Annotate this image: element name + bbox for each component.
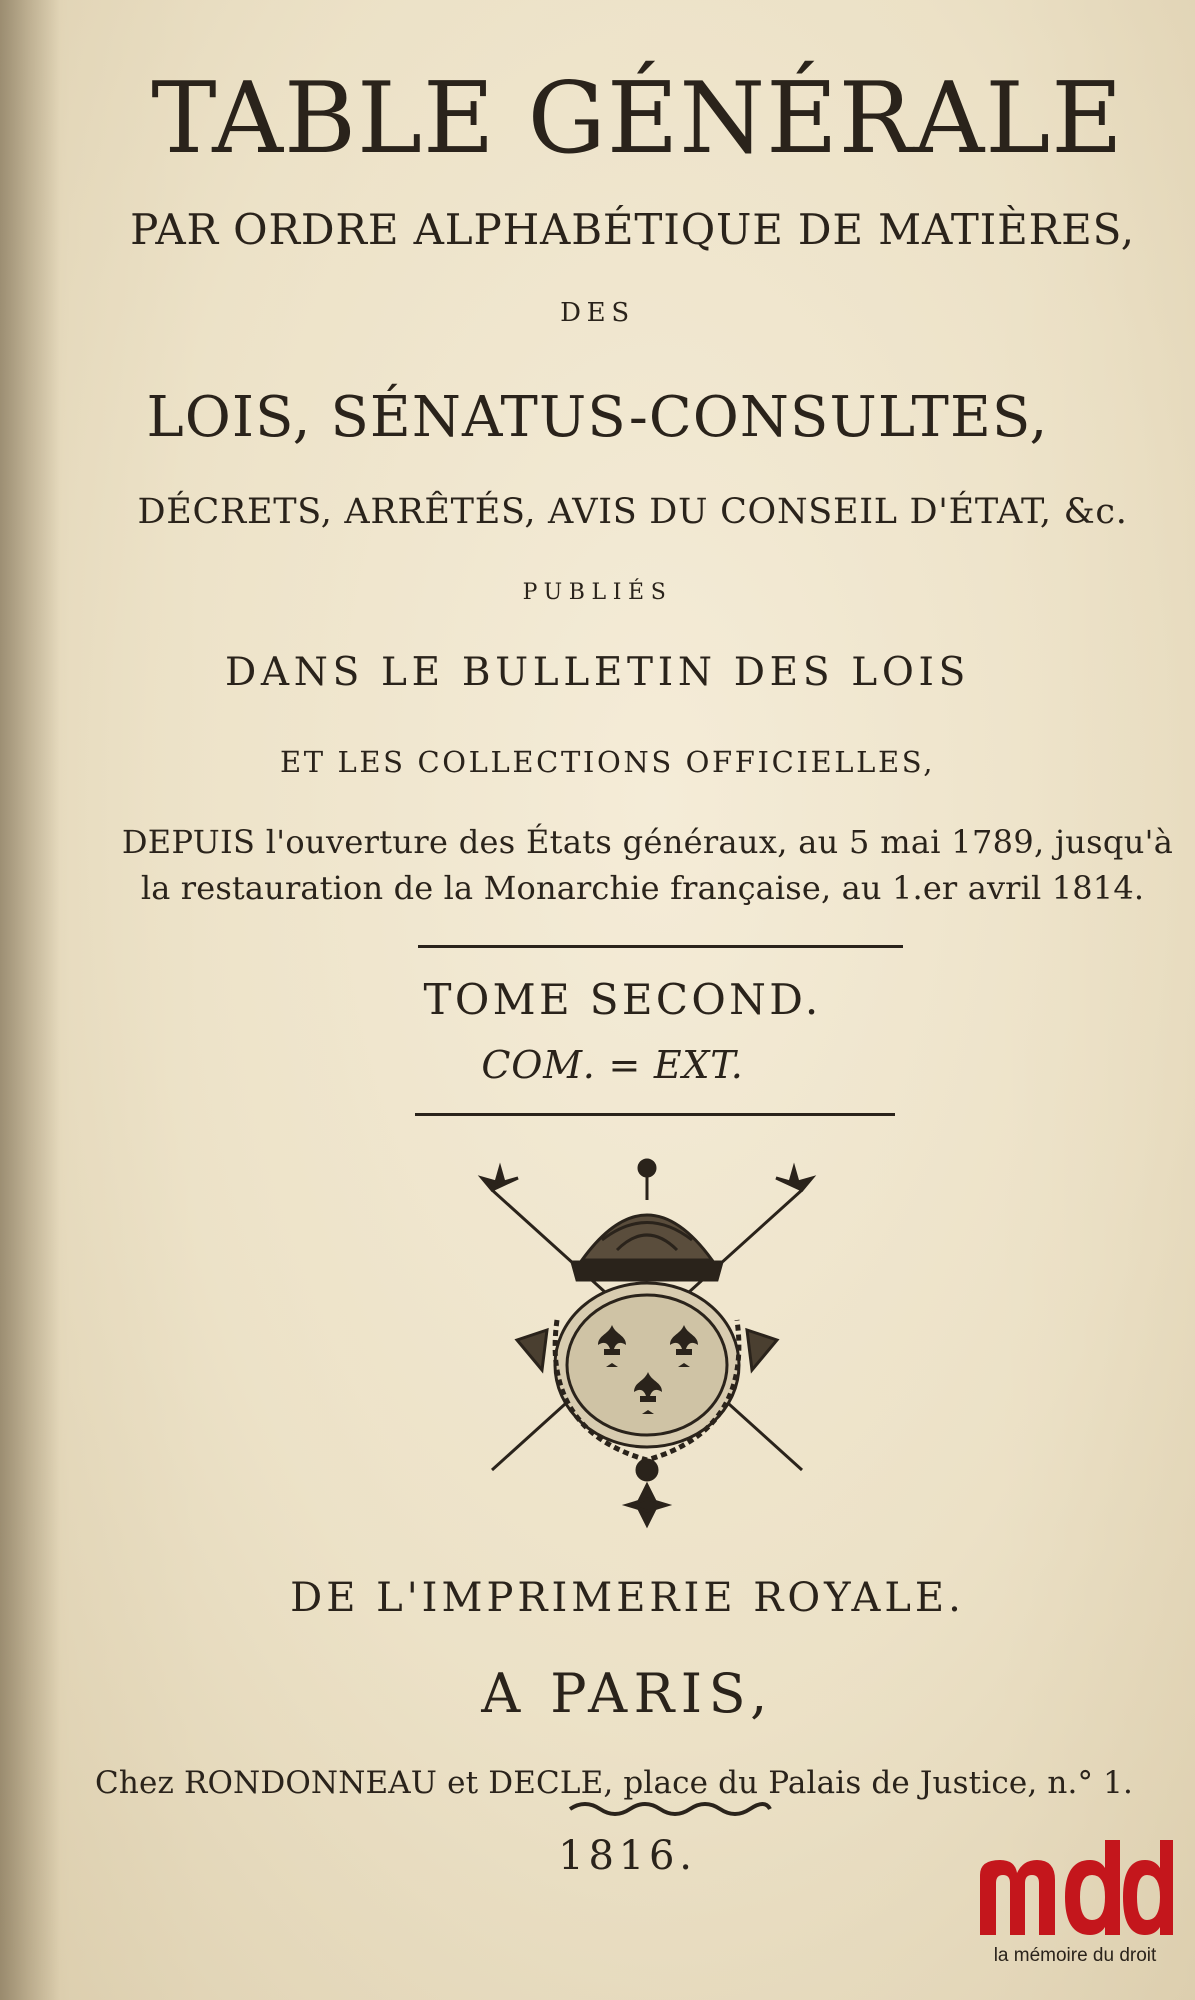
page-title: TABLE GÉNÉRALE xyxy=(151,62,1124,176)
depuis-line: DEPUIS l'ouverture des États généraux, au 5 mai 1789, jusqu'à xyxy=(121,823,1174,861)
subtitle: PAR ORDRE ALPHABÉTIQUE DE MATIÈRES, xyxy=(130,205,1135,254)
printer-line: DE L'IMPRIMERIE ROYALE. xyxy=(290,1575,965,1621)
bottom-rule xyxy=(415,1113,895,1116)
mdd-logo xyxy=(975,1835,1175,1985)
ornament-rule-icon xyxy=(565,1797,775,1821)
tome-label: TOME SECOND. xyxy=(423,975,822,1024)
royal-coat-of-arms-icon xyxy=(472,1150,822,1540)
collections-line: ET LES COLLECTIONS OFFICIELLES, xyxy=(279,745,936,779)
top-rule xyxy=(418,945,903,948)
bulletin-line: DANS LE BULLETIN DES LOIS xyxy=(224,650,971,695)
publisher-line: Chez RONDONNEAU et DECLE, place du Palais de Justice, n.° 1. xyxy=(95,1765,1134,1801)
decrets-line: DÉCRETS, ARRÊTÉS, AVIS DU CONSEIL D'ÉTAT, &c. xyxy=(137,492,1128,532)
publication-year: 1816. xyxy=(558,1833,697,1879)
publies-line: PUBLIÉS xyxy=(522,580,673,605)
city-line: A PARIS, xyxy=(481,1662,774,1725)
volume-range: COM. = EXT. xyxy=(481,1043,744,1087)
restauration-line: la restauration de la Monarchie française, au 1.er avril 1814. xyxy=(140,869,1145,907)
des-line: DES xyxy=(560,298,635,328)
mdd-logo-mark-icon xyxy=(975,1835,1175,1940)
logo-caption: la mémoire du droit xyxy=(993,1945,1157,1966)
lois-heading: LOIS, SÉNATUS-CONSULTES, xyxy=(146,385,1049,450)
